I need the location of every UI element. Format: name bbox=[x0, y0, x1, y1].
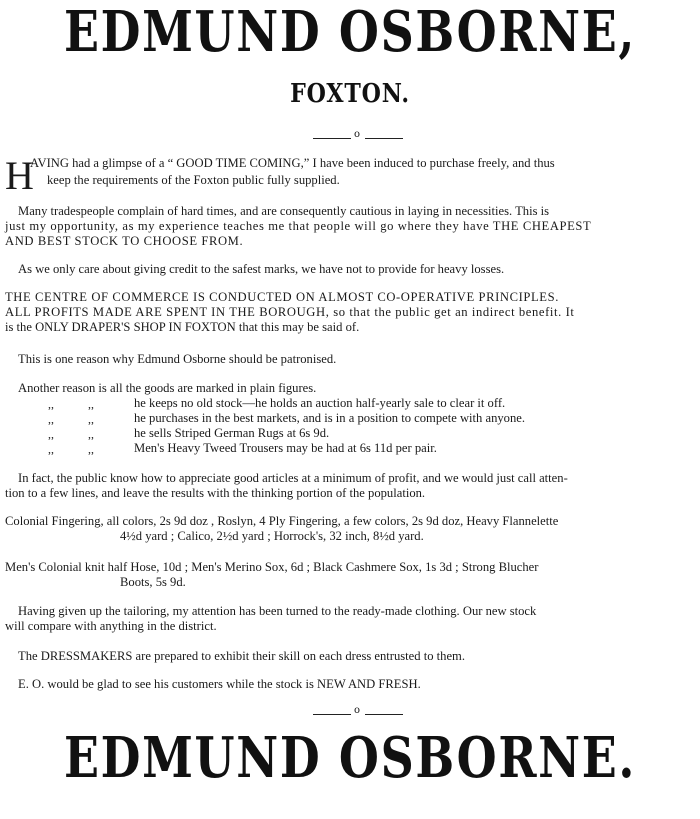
headline-town: FOXTON. bbox=[290, 79, 410, 109]
ditto-mark: ,, bbox=[88, 427, 94, 441]
divider-bottom bbox=[313, 705, 403, 720]
another-reason-line: Another reason is all the goods are marked in plain figures. bbox=[18, 381, 317, 395]
ditto-mark: ,, bbox=[48, 397, 54, 411]
divider-mark: o bbox=[354, 129, 361, 140]
centre-line-1: THE CENTRE OF COMMERCE IS CONDUCTED ON ALMOST CO-OPERATIVE PRINCIPLES. bbox=[5, 290, 559, 304]
centre-line-2: ALL PROFITS MADE ARE SPENT IN THE BOROUGH, so that the public get an indirect benefit. It bbox=[5, 305, 575, 319]
colonial-line-2: 4½d yard ; Calico, 2½d yard ; Horrock's, 32 inch, 8½d yard. bbox=[120, 529, 424, 543]
list-item: he sells Striped German Rugs at 6s 9d. bbox=[134, 426, 330, 440]
credit-line: As we only care about giving credit to the safest marks, we have not to provide for heavy losses. bbox=[18, 262, 505, 276]
hard-times-line-1: Many tradespeople complain of hard times, and are consequently cautious in laying in necessities. This is bbox=[18, 204, 550, 218]
intro-line-2: keep the requirements of the Foxton public fully supplied. bbox=[47, 173, 340, 187]
divider-line-left bbox=[313, 138, 351, 139]
ditto-mark: ,, bbox=[88, 397, 94, 411]
headline-name: EDMUND OSBORNE, bbox=[63, 0, 637, 65]
intro-line-1: AVING had a glimpse of a “ GOOD TIME COMING,” I have been induced to purchase freely, and thus bbox=[30, 156, 555, 170]
tailoring-line-1: Having given up the tailoring, my attention has been turned to the ready-made clothing. Our new stock bbox=[18, 604, 537, 618]
list-item: he purchases in the best markets, and is in a position to compete with anyone. bbox=[134, 411, 526, 425]
eo-line: E. O. would be glad to see his customers while the stock is NEW AND FRESH. bbox=[18, 677, 421, 691]
divider-line-right bbox=[365, 714, 403, 715]
ditto-mark: ,, bbox=[88, 412, 94, 426]
list-item: he keeps no old stock—he holds an auction half-yearly sale to clear it off. bbox=[134, 396, 506, 410]
footer-name: EDMUND OSBORNE. bbox=[63, 725, 637, 791]
colonial-line-1: Colonial Fingering, all colors, 2s 9d doz , Roslyn, 4 Ply Fingering, a few colors, 2s 9d doz, Heavy Flannelette bbox=[5, 514, 559, 528]
fact-line-2: tion to a few lines, and leave the results with the thinking portion of the population. bbox=[5, 486, 426, 500]
hard-times-line-2: just my opportunity, as my experience teaches me that people will go where they have THE CHEAPEST bbox=[5, 219, 592, 233]
ditto-mark: ,, bbox=[48, 412, 54, 426]
list-item: Men's Heavy Tweed Trousers may be had at 6s 11d per pair. bbox=[134, 441, 437, 455]
hard-times-line-3: AND BEST STOCK TO CHOOSE FROM. bbox=[5, 234, 244, 248]
centre-line-3: is the ONLY DRAPER'S SHOP IN FOXTON that this may be said of. bbox=[5, 320, 360, 334]
ditto-mark: ,, bbox=[48, 442, 54, 456]
divider-mark: o bbox=[354, 705, 361, 716]
divider-line-left bbox=[313, 714, 351, 715]
ditto-mark: ,, bbox=[48, 427, 54, 441]
drop-cap: H bbox=[5, 153, 34, 198]
divider-line-right bbox=[365, 138, 403, 139]
tailoring-line-2: will compare with anything in the district. bbox=[5, 619, 217, 633]
mens-line-1: Men's Colonial knit half Hose, 10d ; Men's Merino Sox, 6d ; Black Cashmere Sox, 1s 3d ; Strong Blucher bbox=[5, 560, 539, 574]
reason-line: This is one reason why Edmund Osborne should be patronised. bbox=[18, 352, 337, 366]
dressmakers-line: The DRESSMAKERS are prepared to exhibit their skill on each dress entrusted to them. bbox=[18, 649, 465, 663]
ditto-mark: ,, bbox=[88, 442, 94, 456]
fact-line-1: In fact, the public know how to appreciate good articles at a minimum of profit, and we would just call atten- bbox=[18, 471, 568, 485]
divider-top bbox=[313, 129, 403, 144]
mens-line-2: Boots, 5s 9d. bbox=[120, 575, 186, 589]
